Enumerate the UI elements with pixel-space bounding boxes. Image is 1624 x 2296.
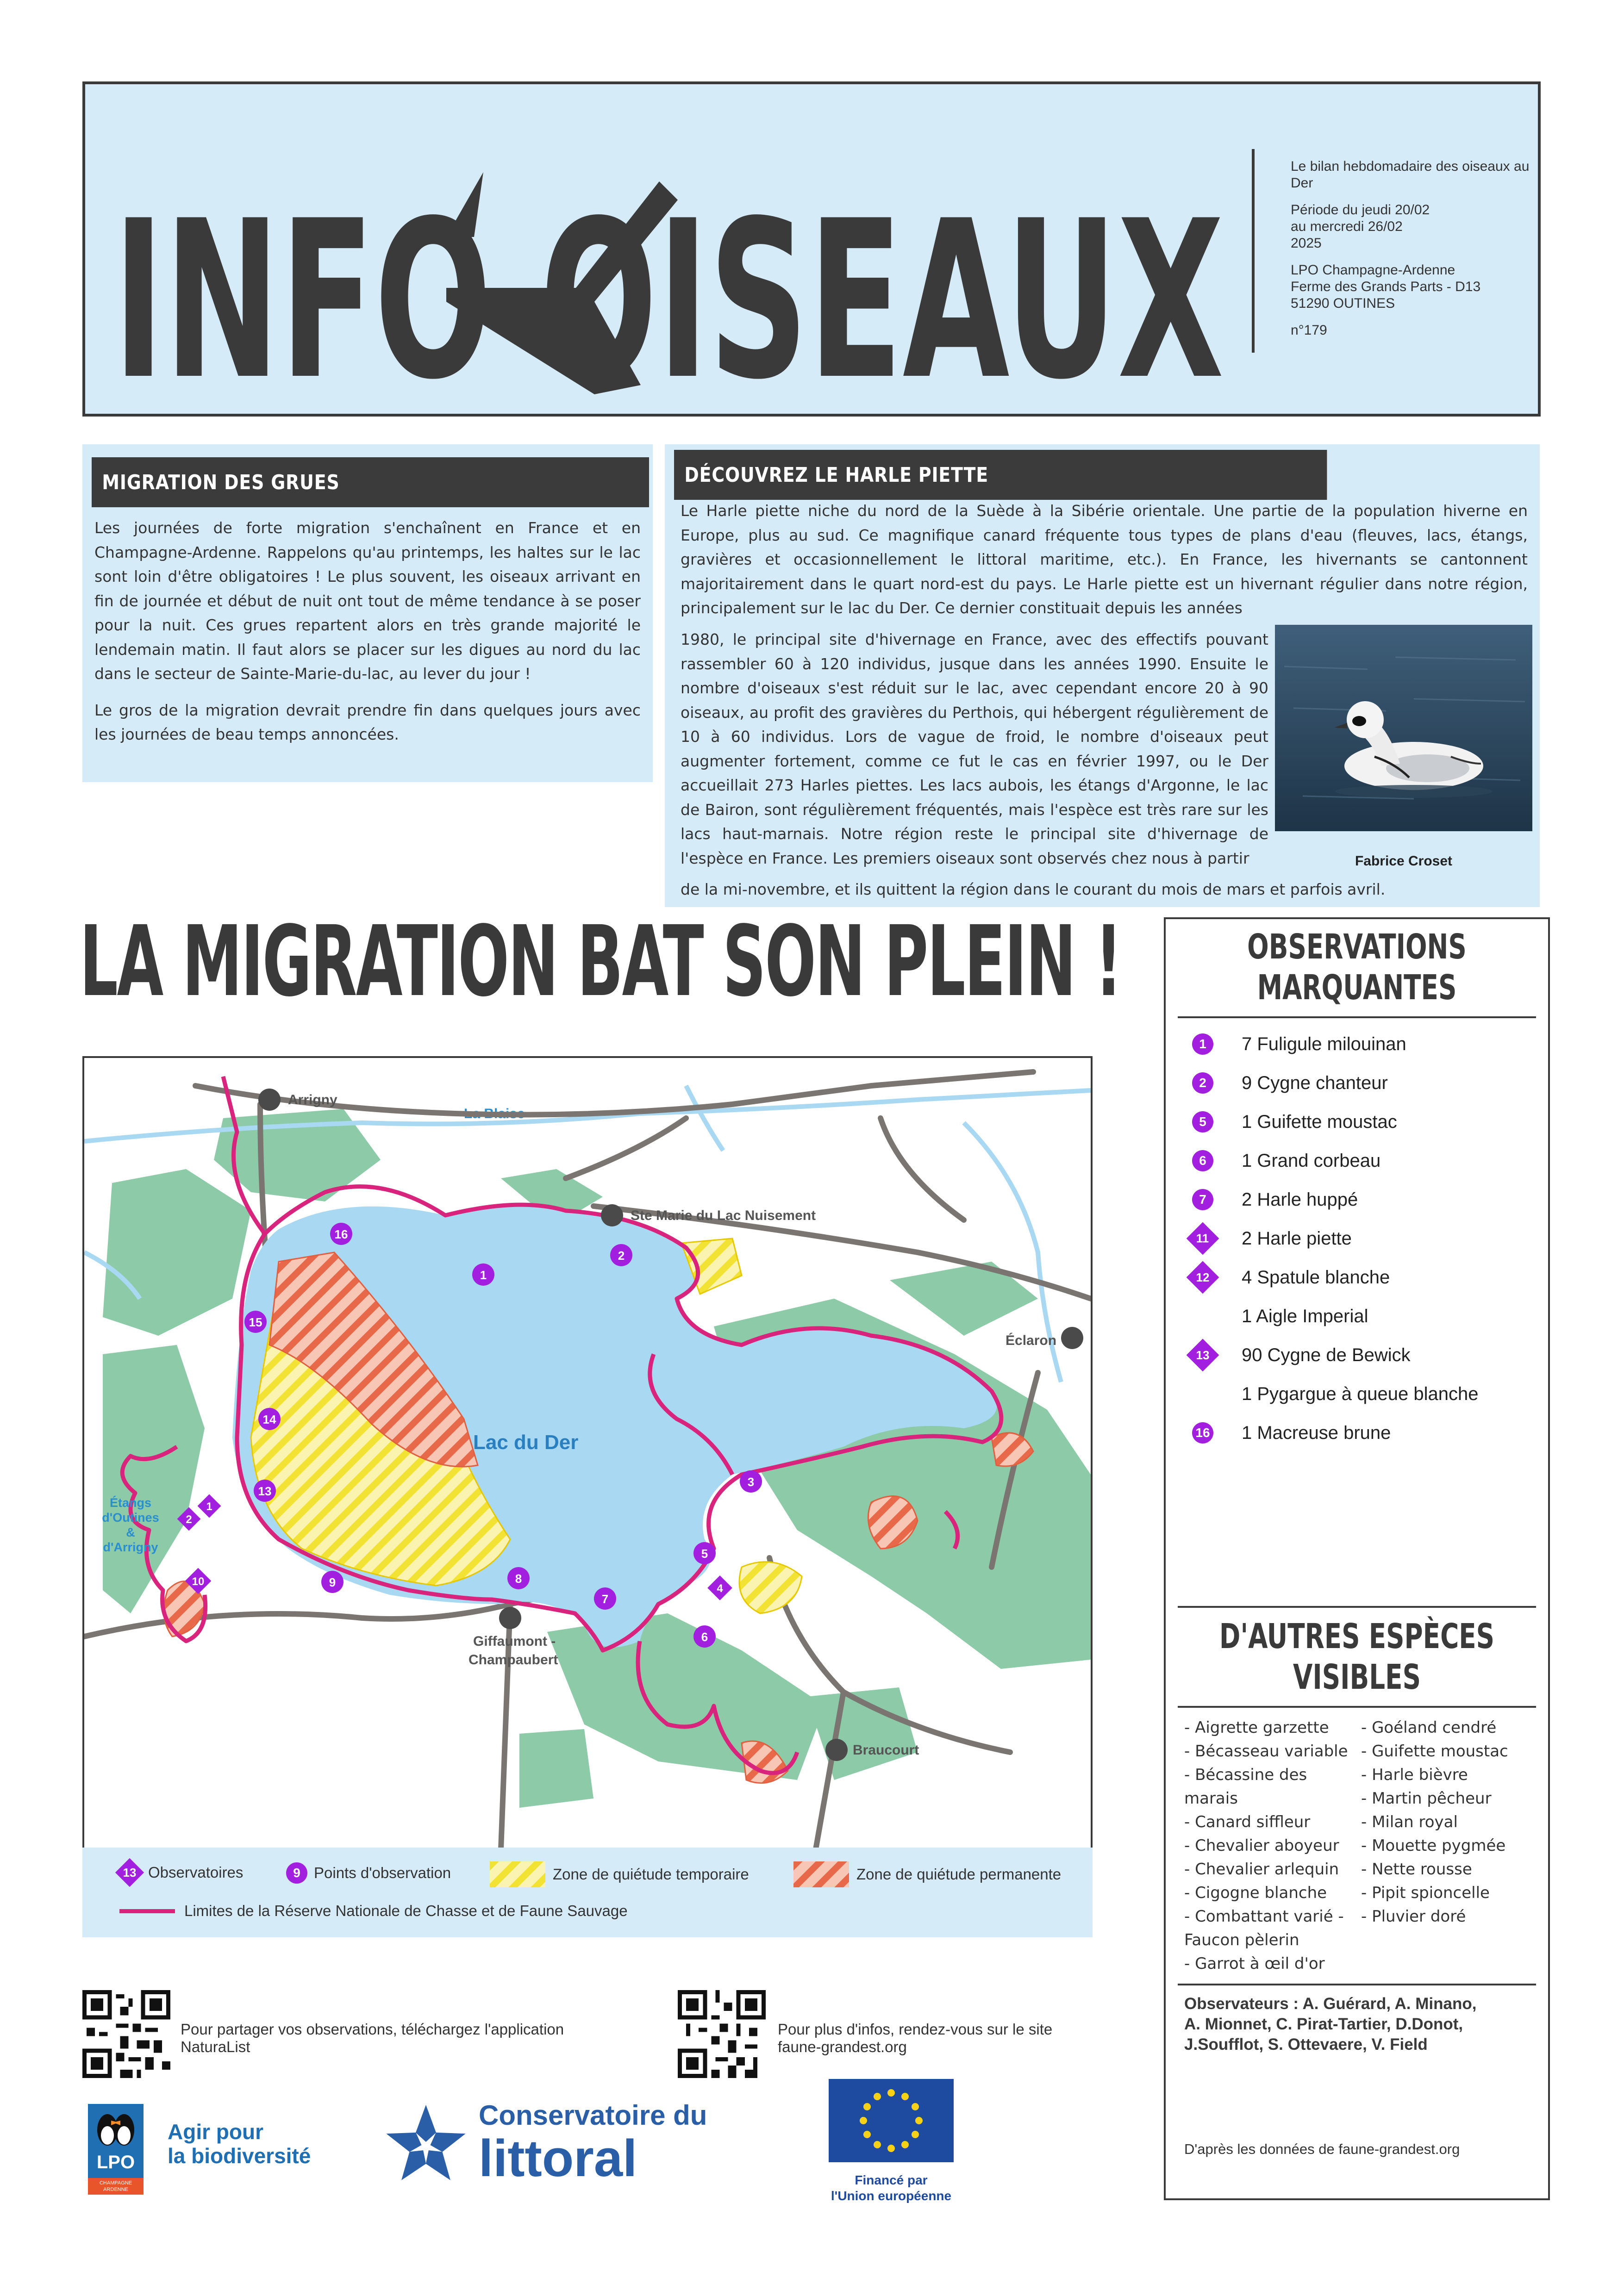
lpo-region-line: ARDENNE [103, 2187, 128, 2192]
point-5[interactable] [693, 1542, 716, 1564]
species-item: - Combattant varié - [1184, 1907, 1344, 1926]
town-label: Braucourt [853, 1742, 919, 1758]
reserve-map [82, 1056, 1093, 1851]
migration-text [94, 516, 641, 747]
masthead-divider [1252, 149, 1255, 353]
legend-limits [119, 1902, 628, 1920]
masthead-org [1291, 262, 1531, 312]
svg-text:7: 7 [601, 1592, 609, 1606]
lpo-slogan-line: Agir pour [168, 2120, 263, 2144]
observation-text: 90 Cygne de Bewick [1242, 1344, 1411, 1365]
river-label: La Blaise [464, 1106, 525, 1121]
point-15[interactable] [244, 1311, 267, 1333]
lpo-slogan [168, 2120, 311, 2168]
svg-text:14: 14 [262, 1412, 276, 1426]
observations-list [1180, 1025, 1541, 1452]
svg-text:2: 2 [186, 1513, 192, 1526]
observation-row [1180, 1219, 1541, 1258]
point-circle-icon: 1 [1192, 1033, 1213, 1055]
data-source: D'après les données de faune-grandest.org [1184, 2141, 1460, 2157]
observation-text: 4 Spatule blanche [1242, 1267, 1390, 1288]
observation-row [1180, 1336, 1541, 1375]
footer-line: NaturaList [181, 2038, 250, 2055]
species-item: - Harle bièvre [1361, 1766, 1468, 1784]
point-circle-icon: 7 [1192, 1189, 1213, 1210]
svg-text:5: 5 [701, 1547, 708, 1561]
point-1[interactable] [472, 1263, 494, 1286]
observation-row [1180, 1258, 1541, 1297]
app-share-text [181, 2021, 643, 2056]
legend-zone-perm [793, 1861, 1061, 1887]
masthead-title-text: INFO OISEAUX [113, 174, 1224, 394]
species-item: - Martin pêcheur [1361, 1789, 1492, 1808]
lpo-logo [88, 2104, 144, 2195]
observation-badge [1180, 1033, 1226, 1055]
qr-code-naturalist[interactable] [82, 1990, 170, 2078]
point-9[interactable] [321, 1571, 344, 1593]
point-8[interactable] [507, 1567, 530, 1589]
eu-funding-text [806, 2172, 977, 2204]
legend-label: Limites de la Réserve Nationale de Chasse et de Faune Sauvage [184, 1902, 628, 1919]
species-item: - Canard siffleur [1184, 1813, 1311, 1831]
harle-panel [665, 444, 1540, 907]
observation-row [1180, 1064, 1541, 1102]
town-label: Éclaron [1006, 1333, 1057, 1348]
heading-line: D'AUTRES ESPÈCES [1219, 1617, 1495, 1656]
observation-badge [1180, 1266, 1226, 1289]
observatory-diamond-icon [1187, 1339, 1219, 1372]
species-item: - Goéland cendré [1361, 1718, 1497, 1737]
observation-badge [1180, 1111, 1226, 1132]
lake-label: Lac du Der [473, 1431, 579, 1454]
species-item: - Chevalier aboyeur [1184, 1836, 1339, 1855]
org-line: LPO Champagne-Ardenne [1291, 262, 1455, 278]
observation-row [1180, 1375, 1541, 1413]
site-info-text [778, 2021, 1148, 2056]
species-column-2 [1361, 1716, 1537, 1929]
species-item: - Bécassine des [1184, 1766, 1307, 1784]
divider [1178, 1706, 1536, 1708]
svg-text:4: 4 [717, 1582, 723, 1595]
org-line: 51290 OUTINES [1291, 296, 1395, 311]
heading-line: OBSERVATIONS [1247, 927, 1467, 967]
footer-line: faune-grandest.org [778, 2038, 907, 2055]
svg-text:2: 2 [618, 1249, 625, 1263]
point-circle-icon: 16 [1192, 1422, 1213, 1444]
legend-observatoires [119, 1862, 243, 1883]
observation-text: 1 Guifette moustac [1242, 1111, 1397, 1132]
etangs-label: d'Arrigny [103, 1540, 158, 1554]
org-line: Ferme des Grands Parts - D13 [1291, 279, 1481, 294]
point-16[interactable] [330, 1223, 352, 1245]
migration-para-2: Le gros de la migration devrait prendre fin dans quelques jours avec les journées de beau temps annoncées. [94, 701, 641, 743]
observers-line: A. Mionnet, C. Pirat-Tartier, D.Donot, [1184, 2015, 1463, 2033]
heading-line: MARQUANTES [1257, 968, 1457, 1008]
masthead [82, 81, 1541, 417]
point-13[interactable] [254, 1480, 276, 1502]
observation-badge [1180, 1189, 1226, 1210]
town-label: Champaubert [468, 1652, 558, 1668]
observation-badge [1180, 1150, 1226, 1171]
point-3[interactable] [740, 1470, 762, 1493]
species-item: - Bécasseau variable [1184, 1742, 1348, 1761]
legend-zone-temp [490, 1861, 749, 1887]
species-item: - Mouette pygmée [1361, 1836, 1506, 1855]
masthead-period [1291, 202, 1531, 252]
legend-label: Observatoires [148, 1864, 244, 1881]
map-legend [82, 1848, 1093, 1937]
observation-text: 9 Cygne chanteur [1242, 1072, 1388, 1093]
legend-label: Zone de quiétude permanente [856, 1866, 1062, 1883]
observation-text: 1 Macreuse brune [1242, 1422, 1391, 1443]
observation-text: 1 Grand corbeau [1242, 1150, 1381, 1171]
pink-line-swatch [119, 1909, 175, 1913]
conservatoire-line2: littoral [479, 2129, 637, 2187]
lpo-region-line: CHAMPAGNE [99, 2180, 132, 2186]
period-line: Période du jeudi 20/02 [1291, 202, 1430, 218]
point-circle-icon: 5 [1192, 1111, 1213, 1132]
observation-badge [1180, 1422, 1226, 1444]
observation-row [1180, 1102, 1541, 1141]
period-line: au mercredi 26/02 [1291, 219, 1403, 234]
etangs-label: Étangs [109, 1496, 152, 1510]
svg-text:6: 6 [701, 1630, 708, 1644]
town-label: Arrigny [288, 1092, 337, 1108]
puffin-icon [88, 2104, 144, 2155]
migration-panel [82, 444, 653, 782]
species-item: - Nette rousse [1361, 1860, 1472, 1879]
species-item: marais [1184, 1789, 1238, 1808]
eu-line: l'Union européenne [831, 2189, 952, 2203]
migration-para-1: Les journées de forte migration s'enchaînent en France et en Champagne-Ardenne. Rappelons qu'au printemps, les haltes sur le lac sont loin d'être obligatoires ! Le plus souvent, les oiseaux arrivant en fin de journée et début de nuit ont tout de même tendance à se poser pour la nuit. Ces grues repartent alors en très grande majorité le lendemain matin. Il faut alors se placer sur les digues au nord du lac dans le secteur de Sainte-Marie-du-lac, au lever du jour ! [94, 519, 641, 683]
observation-row [1180, 1141, 1541, 1180]
observation-badge [1180, 1227, 1226, 1250]
orange-hatch-swatch [793, 1861, 849, 1887]
svg-text:16: 16 [334, 1227, 348, 1241]
legend-label: Points d'observation [314, 1864, 451, 1881]
species-item: - Milan royal [1361, 1813, 1458, 1831]
svg-text:9: 9 [329, 1575, 336, 1589]
point-circle-icon: 6 [1192, 1150, 1213, 1171]
divider [1178, 1606, 1536, 1608]
svg-text:15: 15 [249, 1315, 262, 1329]
observations-box [1164, 917, 1550, 2200]
divider [1178, 1984, 1536, 1985]
species-column-1 [1184, 1716, 1360, 1976]
observation-row [1180, 1297, 1541, 1336]
observation-row [1180, 1180, 1541, 1219]
photo-credit: Fabrice Croset [1355, 853, 1453, 869]
svg-text:1: 1 [480, 1268, 487, 1282]
species-item: - Guifette moustac [1361, 1742, 1508, 1761]
etangs-label: & [126, 1525, 135, 1539]
point-14[interactable] [258, 1408, 281, 1430]
harle-text-bottom: de la mi-novembre, et ils quittent la région dans le courant du mois de mars et parfois avril. [681, 880, 1386, 898]
observation-row [1180, 1413, 1541, 1452]
divider [1178, 1016, 1536, 1018]
conservatoire-text [479, 2099, 707, 2185]
period-line: 2025 [1291, 236, 1322, 251]
harle-heading: DÉCOUVREZ LE HARLE PIETTE [674, 450, 1327, 500]
badge-number: 13 [1196, 1348, 1210, 1362]
observation-badge [1180, 1072, 1226, 1094]
observers-line: Observateurs : A. Guérard, A. Minano, [1184, 1995, 1477, 2013]
point-2[interactable] [610, 1244, 632, 1266]
badge-number: 12 [1196, 1270, 1210, 1284]
badge-number: 11 [1196, 1231, 1209, 1245]
harle-text-mid: 1980, le principal site d'hivernage en France, avec des effectifs pouvant rassembler 60 à 120 individus, jusque dans les années 1990. Ensuite le nombre d'oiseaux s'est réduit sur le lac, avec cependant encore 20 à 90 oiseaux, au profit des gravières du Perthois, qui hébergent régulièrement de 10 à 60 individus. Lors de vague de froid, le nombre d'oiseaux peut augmenter fortement, comme ce fut le cas en février 1997, ou le Der accueillait 273 Harles piettes. Les lacs aubois, les étangs d'Argonne, le lac de Bairon, sont régulièrement fréquentés, mais l'espèce est très rare sur les lacs haut-marnais. Notre région reste le principal site d'hivernage de l'espèce en France. Les premiers oiseaux sont observés chez nous à partir [681, 630, 1268, 867]
observation-text: 1 Aigle Imperial [1242, 1306, 1368, 1326]
footer-line: Pour partager vos observations, téléchargez l'application [181, 2021, 564, 2038]
svg-text:3: 3 [747, 1475, 755, 1489]
observatory-diamond-icon [1187, 1261, 1219, 1294]
lpo-slogan-line: la biodiversité [168, 2144, 311, 2168]
heading-line: VISIBLES [1293, 1657, 1421, 1697]
observers-line: J.Soufflot, S. Ottevaere, V. Field [1184, 2035, 1428, 2053]
point-6[interactable] [693, 1625, 716, 1648]
conservatoire-star-icon [380, 2100, 472, 2193]
harle-text-top: Le Harle piette niche du nord de la Suède à la Sibérie orientale. Une partie de la population hiverne en Europe, plus au sud. Ce magnifique canard fréquente tous types de plans d'eau (fleuves, lacs, étangs, gravières et occasionnellement le littoral maritime, etc.). En France, les hivernants se cantonnent majoritairement dans le quart nord-est du pays. Le Harle piette est un hivernant régulier dans notre région, principalement sur le lac du Der. Ce dernier constituait depuis les années [681, 502, 1528, 617]
town-label: Ste Marie du Lac Nuisement [631, 1208, 816, 1223]
species-item: - Aigrette garzette [1184, 1718, 1329, 1737]
yellow-hatch-swatch [490, 1861, 545, 1887]
observation-text: 7 Fuligule milouinan [1242, 1033, 1406, 1054]
qr-code-faune-grandest[interactable] [678, 1990, 766, 2078]
masthead-subtitle: Le bilan hebdomadaire des oiseaux au Der [1291, 159, 1530, 191]
svg-text:10: 10 [192, 1575, 205, 1588]
lpo-badge: LPO [96, 2152, 135, 2172]
eu-line: Financé par [855, 2173, 928, 2187]
svg-text:8: 8 [515, 1572, 522, 1586]
etangs-label: d'Outines [102, 1511, 159, 1524]
point-circle-icon: 9 [286, 1862, 307, 1884]
observation-badge [1180, 1344, 1226, 1367]
observation-row [1180, 1025, 1541, 1064]
observatory-diamond-icon [1187, 1222, 1219, 1255]
point-circle-icon: 2 [1192, 1072, 1213, 1094]
svg-text:13: 13 [258, 1484, 272, 1498]
svg-text:1: 1 [206, 1500, 212, 1513]
observatory-diamond-icon [115, 1858, 144, 1887]
legend-points [286, 1862, 451, 1884]
main-title: LA MIGRATION BAT SON PLEIN ! [80, 905, 1121, 1018]
species-item: - Pipit spioncelle [1361, 1884, 1490, 1902]
town-label: Giffaumont - [473, 1634, 556, 1649]
species-item: - Chevalier arlequin [1184, 1860, 1339, 1879]
masthead-title [113, 135, 1224, 394]
legend-badge: 13 [123, 1865, 137, 1879]
point-7[interactable] [594, 1587, 616, 1610]
footer-line: Pour plus d'infos, rendez-vous sur le site [778, 2021, 1053, 2038]
eu-flag-icon [829, 2079, 954, 2162]
species-item: - Pluvier doré [1361, 1907, 1466, 1926]
harle-photo [1275, 625, 1532, 831]
observation-text: 2 Harle piette [1242, 1228, 1352, 1249]
species-item: - Cigogne blanche [1184, 1884, 1327, 1902]
species-item: Faucon pèlerin [1184, 1931, 1299, 1949]
observers [1184, 1994, 1541, 2055]
conservatoire-line1: Conservatoire du [479, 2100, 707, 2131]
legend-label: Zone de quiétude temporaire [553, 1866, 749, 1883]
observations-heading [1166, 927, 1548, 1008]
species-item: - Garrot à œil d'or [1184, 1954, 1325, 1973]
masthead-issue: n°179 [1291, 323, 1327, 338]
masthead-info [1291, 158, 1531, 349]
other-species-heading [1166, 1616, 1548, 1698]
observation-text: 1 Pygargue à queue blanche [1242, 1383, 1479, 1404]
migration-heading: MIGRATION DES GRUES [92, 457, 649, 507]
observation-text: 2 Harle huppé [1242, 1189, 1358, 1210]
lpo-region [88, 2178, 144, 2195]
